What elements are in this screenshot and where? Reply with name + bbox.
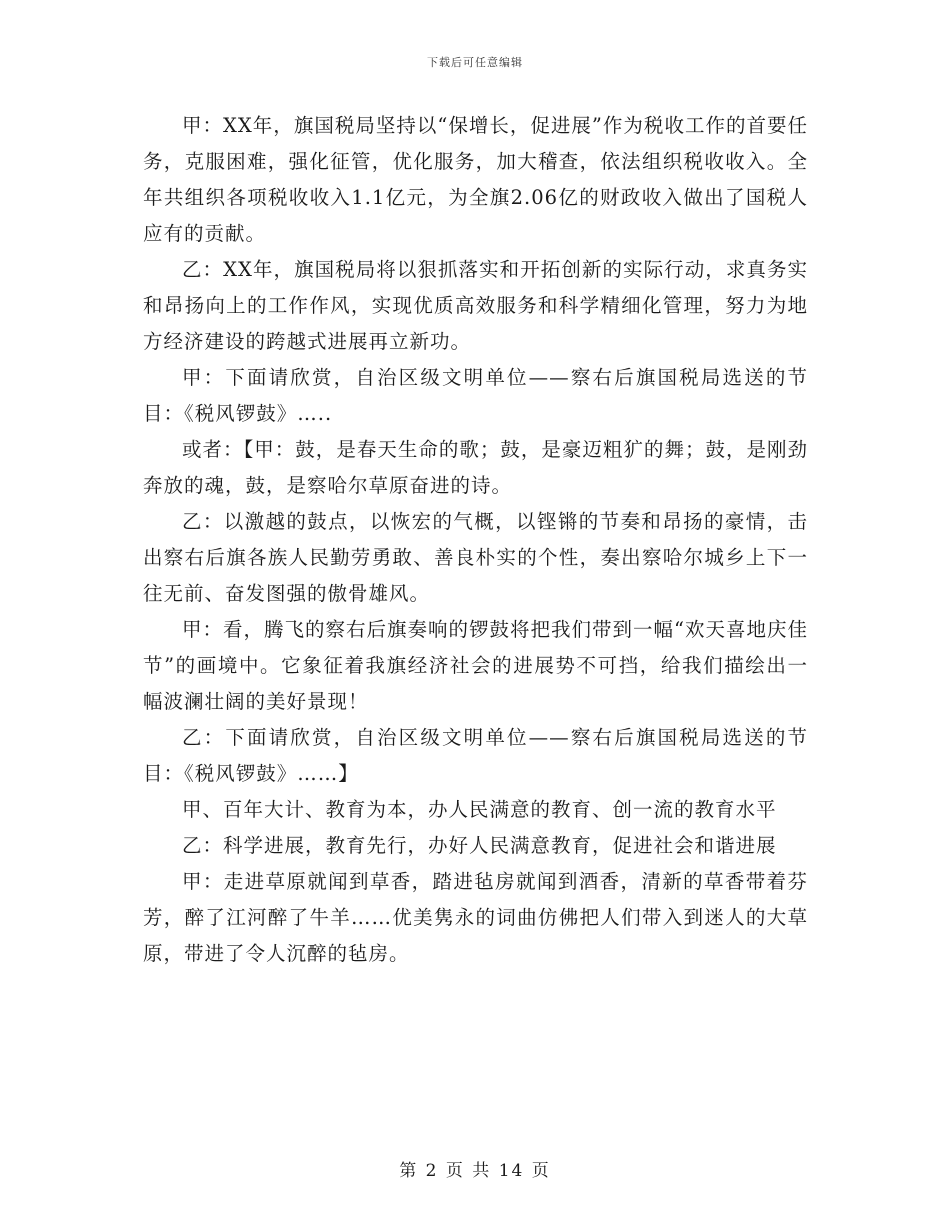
paragraph-7: 乙：下面请欣赏，自治区级文明单位——察右后旗国税局选送的节目：《税风锣鼓》……】 (143, 726, 808, 785)
paragraph-3: 甲：下面请欣赏，自治区级文明单位——察右后旗国税局选送的节目：《税风锣鼓》….. (143, 366, 808, 425)
paragraph-10: 甲：走进草原就闻到草香，踏进毡房就闻到酒香，清新的草香带着芬芳，醉了江河醉了牛羊……优美隽永的词曲仿佛把人们带入到迷人的大草原，带进了令人沉醉的毡房。 (143, 870, 808, 965)
page-header: 下载后可任意编辑 (427, 56, 523, 69)
paragraph-2: 乙：XX年，旗国税局将以狠抓落实和开拓创新的实际行动，求真务实和昂扬向上的工作作风，实现优质高效服务和科学精细化管理，努力为地方经济建设的跨越式进展再立新功。 (143, 258, 808, 353)
paragraph-4: 或者：【甲：鼓，是春天生命的歌；鼓，是豪迈粗犷的舞；鼓，是刚劲奔放的魂，鼓，是察哈尔草原奋进的诗。 (143, 438, 808, 497)
document-body (143, 108, 808, 972)
paragraph-9: 乙：科学进展，教育先行，办好人民满意教育，促进社会和谐进展 (182, 834, 777, 857)
paragraph-1: 甲：XX年，旗国税局坚持以“保增长，促进展”作为税收工作的首要任务，克服困难，强化征管，优化服务，加大稽查，依法组织税收收入。全年共组织各项税收收入1.1亿元，为全旗2.06亿的财政收入做出了国税人应有的贡献。 (143, 114, 808, 245)
paragraph-8: 甲、百年大计、教育为本，办人民满意的教育、创一流的教育水平 (182, 798, 777, 821)
page-number-footer: 第 2 页 共 14 页 (399, 1161, 551, 1181)
paragraph-6: 甲：看，腾飞的察右后旗奏响的锣鼓将把我们带到一幅“欢天喜地庆佳节”的画境中。它象征着我旗经济社会的进展势不可挡，给我们描绘出一幅波澜壮阔的美好景现！ (143, 618, 808, 713)
paragraph-5: 乙：以激越的鼓点，以恢宏的气概，以铿锵的节奏和昂扬的豪情，击出察右后旗各族人民勤劳勇敢、善良朴实的个性，奏出察哈尔城乡上下一往无前、奋发图强的傲骨雄风。 (143, 510, 808, 605)
